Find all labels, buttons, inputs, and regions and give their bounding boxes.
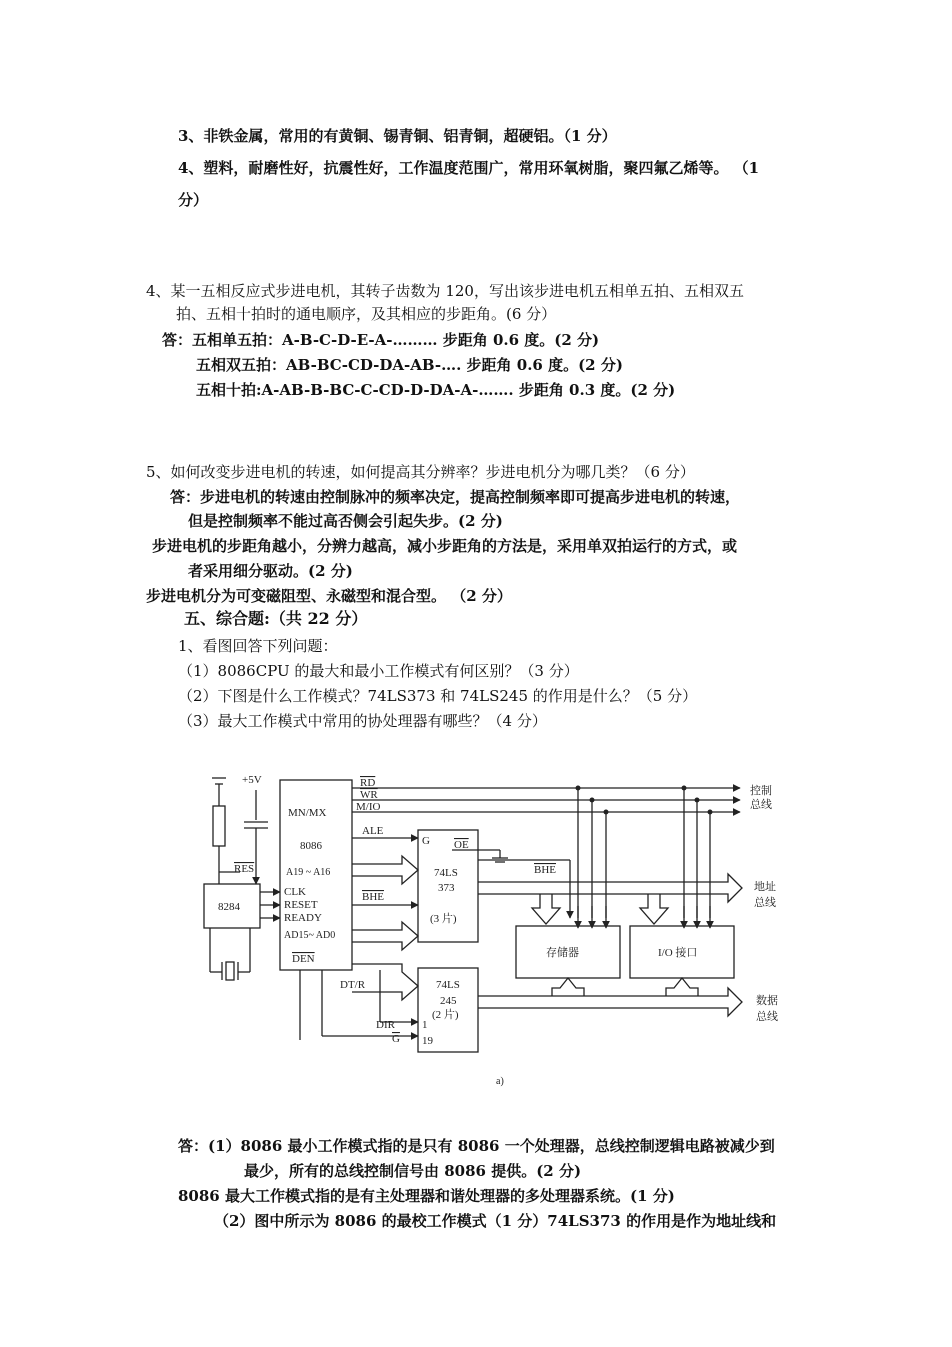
pin-1-label: 1 xyxy=(422,1019,428,1031)
section-item-1: （1）8086CPU 的最大和最小工作模式有何区别？（3 分） xyxy=(178,662,579,680)
answer-line-4: 4、塑料，耐磨性好，抗震性好，工作温度范围广，常用环氧树脂，聚四氟乙烯等。 （1 xyxy=(178,159,760,177)
addr-pins-label: A19 ~ A16 xyxy=(286,867,331,878)
clk-pin-label: CLK xyxy=(284,886,306,898)
vcc-label: +5V xyxy=(242,774,262,786)
trans-name-2: 245 xyxy=(440,995,457,1007)
control-bus-label-2: 总线 xyxy=(750,799,772,811)
section-heading: 综合题:（共 22 分） xyxy=(216,609,368,628)
q5-answer-3: 步进电机的步距角越小，分辨力越高，减小步距角的方法是，采用单双拍运行的方式，或 xyxy=(152,537,738,555)
q5-answer-2: 但是控制频率不能过高否侧会引起失步。(2 分) xyxy=(188,512,503,530)
wr-label: WR xyxy=(360,789,378,801)
q5-answer-5: 步进电机分为可变磁阻型、永磁型和混合型。 （2 分） xyxy=(146,587,512,605)
dtr-label: DT/R xyxy=(340,979,366,991)
final-answer-4: （2）图中所示为 8086 的最校工作模式（1 分）74LS373 的作用是作为地址线和 xyxy=(214,1212,777,1230)
q4-answer-1: 答：五相单五拍：A-B-C-D-E-A-……… 步距角 0.6 度。(2 分) xyxy=(162,331,600,349)
rd-label: RD xyxy=(360,777,376,789)
address-bus-label-2: 总线 xyxy=(754,897,776,909)
data-bus-label-2: 总线 xyxy=(756,1011,778,1023)
q5-question: 5、如何改变步进电机的转速，如何提高其分辨率？步进电机分为哪几类？（6 分） xyxy=(146,463,695,481)
bhe-cpu-label: BHE xyxy=(362,891,384,903)
trans-name-1: 74LS xyxy=(436,979,460,991)
trans-count: (2 片) xyxy=(432,1009,459,1021)
section-q1: 1、看图回答下列问题： xyxy=(178,637,338,655)
data-bus-label-1: 数据 xyxy=(756,995,778,1007)
reset-pin-label: RESET xyxy=(284,899,318,911)
trans-g-label: G xyxy=(392,1033,400,1045)
ready-pin-label: READY xyxy=(284,912,322,924)
latch-oe-label: OE xyxy=(454,839,469,851)
den-pin-label: DEN xyxy=(292,953,315,965)
q5-answer-4: 者采用细分驱动。(2 分) xyxy=(188,562,353,580)
final-answer-3: 8086 最大工作模式指的是有主处理器和谐处理器的多处理器系统。(1 分) xyxy=(178,1187,675,1205)
section-number: 五、 xyxy=(184,609,217,628)
answer-line-3: 3、非铁金属，常用的有黄铜、锡青铜、铝青铜，超硬铝。（1 分） xyxy=(178,127,617,145)
q5-answer-1: 答：步进电机的转速由控制脉冲的频率决定，提高控制频率即可提高步进电机的转速， xyxy=(170,488,741,506)
io-port-label: I/O 接口 xyxy=(658,947,698,959)
memory-label: 存储器 xyxy=(546,947,579,959)
q4-question-cont: 拍、五相十拍时的通电顺序，及其相应的步距角。(6 分） xyxy=(176,305,557,323)
dir-label: DIR xyxy=(376,1019,395,1031)
answer-line-4-cont: 分） xyxy=(178,191,209,209)
clock-chip-label: 8284 xyxy=(218,901,240,913)
q4-answer-2: 五相双五拍：AB-BC-CD-DA-AB-…. 步距角 0.6 度。(2 分) xyxy=(196,356,623,374)
diagram-caption: a) xyxy=(496,1076,504,1087)
mio-label: M/IO xyxy=(356,801,381,813)
cpu-label: 8086 xyxy=(300,840,322,852)
address-bus-label-1: 地址 xyxy=(754,881,776,893)
control-bus-label-1: 控制 xyxy=(750,785,772,797)
section-item-3: （3）最大工作模式中常用的协处理器有哪些？（4 分） xyxy=(178,712,547,730)
final-answer-2: 最少，所有的总线控制信号由 8086 提供。(2 分) xyxy=(244,1162,582,1180)
cpu-mode-label: MN/MX xyxy=(288,807,327,819)
latch-name-1: 74LS xyxy=(434,867,458,879)
q4-question: 4、某一五相反应式步进电机，其转子齿数为 120，写出该步进电机五相单五拍、五相双五 xyxy=(146,282,744,300)
pin-19-label: 19 xyxy=(422,1035,433,1047)
q4-answer-3: 五相十拍:A-AB-B-BC-C-CD-D-DA-A-……. 步距角 0.3 度。(2 分) xyxy=(196,381,676,399)
ad-pins-label: AD15~ AD0 xyxy=(284,930,336,941)
latch-name-2: 373 xyxy=(438,882,455,894)
final-answer-1: 答：(1）8086 最小工作模式指的是只有 8086 一个处理器，总线控制逻辑电路被减少到 xyxy=(178,1137,775,1155)
res-label: RES xyxy=(234,863,255,875)
section-item-2: （2）下图是什么工作模式？74LS373 和 74LS245 的作用是什么？（5 分） xyxy=(178,687,698,705)
latch-g-label: G xyxy=(422,835,430,847)
ale-label: ALE xyxy=(362,825,384,837)
bhe-bus-label: BHE xyxy=(534,864,556,876)
latch-count: (3 片) xyxy=(430,913,457,925)
